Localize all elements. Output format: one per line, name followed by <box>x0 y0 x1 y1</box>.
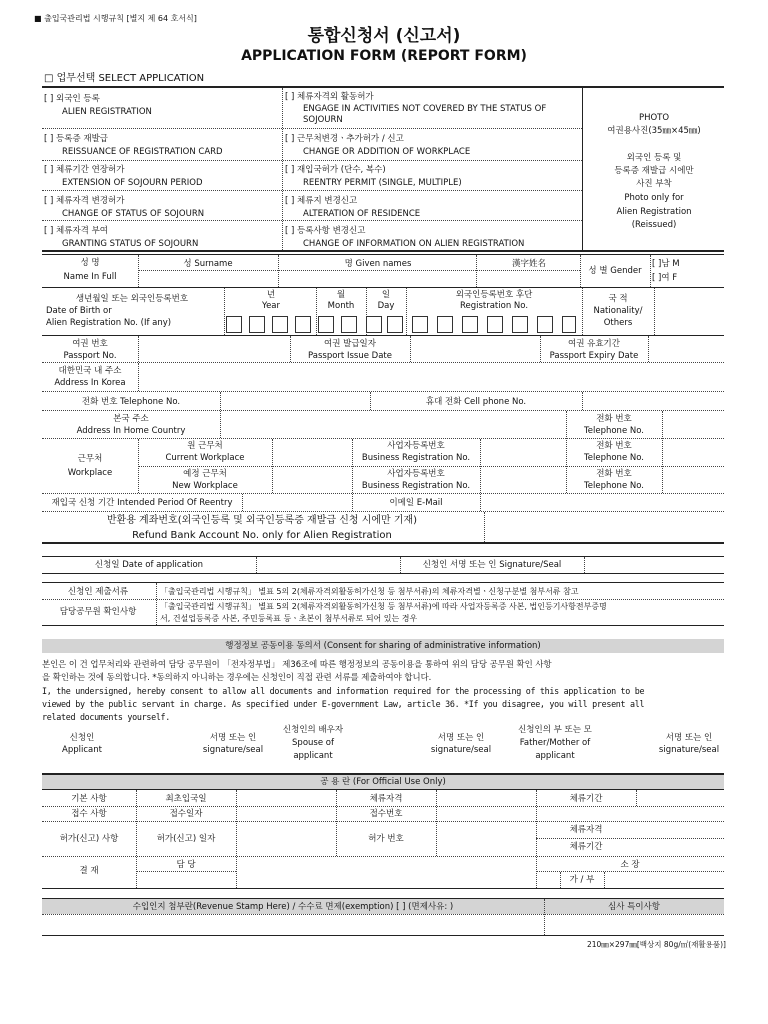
dob-digit-box[interactable] <box>226 316 242 333</box>
year-label: Year <box>262 301 280 311</box>
reentry-period-label: 재입국 신청 기간 Intended Period Of Reentry <box>51 498 233 508</box>
official-status-label: 체류자격 <box>369 794 403 804</box>
submit-docs-label: 신청인 제출서류 <box>67 587 129 597</box>
basic-info-label: 기본 사항 <box>71 794 107 804</box>
dob-digit-box[interactable] <box>272 316 288 333</box>
dob-digit-box[interactable] <box>341 316 357 333</box>
submit-docs-text: 「출입국관리법 시행규칙」 별표 5의 2(체류자격외활동허가신청 등 첨부서류)의 체류자격별ㆍ신청구분별 첨부서류 참고 <box>160 587 579 596</box>
permit-info-label: 허가(신고) 사항 <box>59 834 119 844</box>
dob-digit-box[interactable] <box>295 316 311 333</box>
surname-label: 성 Surname <box>183 259 233 269</box>
name-surname-input[interactable] <box>139 271 277 285</box>
passport-issue-label: Passport Issue Date <box>308 351 392 361</box>
dob-digit-box[interactable] <box>366 316 382 333</box>
gender-female-option[interactable]: [ ]여 F <box>652 273 678 283</box>
business-reg-label: Business Registration No. <box>361 453 471 463</box>
passport-no-label: Passport No. <box>63 351 117 361</box>
hanja-name-label: 漢字姓名 <box>511 259 546 269</box>
consent-applicant-label: Applicant <box>62 745 102 755</box>
official-check-text2: 서, 건설업등록증 사본, 주민등록표 등ㆍ초본이 첨부서류로 되어 있는 경우 <box>160 614 418 623</box>
approve-reject-label: 가 / 부 <box>569 875 595 885</box>
consent-parent-label: Father/Mother of <box>519 738 591 748</box>
refund-label-en: Refund Bank Account No. only for Alien Registration <box>132 530 392 541</box>
staff-label: 담 당 <box>176 860 196 870</box>
parent-signature-field[interactable]: signature/seal <box>658 745 720 755</box>
regno-digit-box[interactable] <box>512 316 528 333</box>
gender-male-option[interactable]: [ ]남 M <box>652 259 680 269</box>
nationality-label: Nationality/ <box>593 306 643 316</box>
dob-label-ko: 생년월일 또는 외국인등록번호 <box>75 294 189 304</box>
permit-date-label: 허가(신고) 일자 <box>156 834 216 844</box>
home-address-label: Address In Home Country <box>76 426 186 436</box>
telephone-label: 전화 번호 Telephone No. <box>81 397 181 407</box>
select-top-rule <box>42 86 582 88</box>
new-work-telephone-label: Telephone No. <box>584 481 644 491</box>
option-label-ko: [ ] 외국인 등록 <box>44 94 100 104</box>
application-date-label: 신청일 Date of application <box>94 560 204 570</box>
form-code: ■ 출입국관리법 시행규칙 [별지 제 64 호서식] <box>34 14 197 23</box>
dob-label-en1: Date of Birth or <box>46 306 112 316</box>
dob-digit-box[interactable] <box>318 316 334 333</box>
select-application-label: □ 업무선택 SELECT APPLICATION <box>44 73 205 84</box>
refund-label-ko: 반환용 계좌번호(외국인등록 및 외국인등록증 재발급 신청 시에만 기재) <box>106 515 418 526</box>
consent-text-en1: I, the undersigned, hereby consent to allow all documents and information required for the processing of this application to be <box>42 686 645 696</box>
title-english: APPLICATION FORM (REPORT FORM) <box>241 48 527 64</box>
permit-no-label: 허가 번호 <box>368 834 404 844</box>
consent-spouse-label: Spouse of <box>292 738 334 748</box>
gender-label: 성 별 Gender <box>588 266 642 276</box>
permit-status-label: 체류자격 <box>569 825 603 835</box>
official-check-label: 담당공무원 확인사항 <box>59 607 137 617</box>
signature-label: 신청인 서명 또는 인 Signature/Seal <box>422 560 562 570</box>
paper-spec-footer: 210㎜×297㎜[백상지 80g/㎡(재활용품)] <box>586 940 726 949</box>
regno-digit-box[interactable] <box>412 316 428 333</box>
official-check-text1: 「출입국관리법 시행규칙」 별표 5의 2(체류자격외활동허가신청 등 첨부서류)에 따라 사업자등록증 사본, 법인등기사항전부증명 <box>160 602 607 611</box>
workplace-label: Workplace <box>67 468 113 478</box>
revenue-stamp-label: 수입인지 첨부란(Revenue Stamp Here) / 수수료 면제(exemption) [ ] (면제사유: ) <box>132 902 454 912</box>
review-notes-label: 심사 특이사항 <box>608 902 660 912</box>
regno-digit-box[interactable] <box>462 316 478 333</box>
permit-period-label: 체류기간 <box>569 842 603 852</box>
option-label-en: ALIEN REGISTRATION <box>62 107 152 117</box>
spouse-signature-field[interactable]: signature/seal <box>430 745 492 755</box>
receipt-no-label: 접수번호 <box>369 809 403 819</box>
given-names-label: 명 Given names <box>344 259 412 269</box>
registration-no-label: Registration No. <box>459 301 529 311</box>
consent-text-en2: viewed by the public servant in charge. As specified under E-government Law, article 36. *If you disagree, you will present all <box>42 699 645 709</box>
regno-digit-box[interactable] <box>562 316 576 333</box>
passport-expiry-label: Passport Expiry Date <box>549 351 639 361</box>
email-label: 이메일 E-Mail <box>389 498 443 508</box>
consent-text-ko2: 을 확인하는 것에 동의합니다. *동의하지 아니하는 경우에는 신청인이 직접 관련 서류를 제출하여야 합니다. <box>42 672 432 682</box>
consent-header: 행정정보 공동이용 동의서 (Consent for sharing of administrative information) <box>225 641 541 651</box>
month-label: Month <box>327 301 355 311</box>
chief-label: 소 장 <box>620 860 640 870</box>
address-korea-label: Address In Korea <box>54 378 126 388</box>
official-use-header: 공 용 란 (For Official Use Only) <box>320 777 446 787</box>
applicant-signature-field[interactable]: signature/seal <box>202 745 264 755</box>
consent-text-ko1: 본인은 이 건 업무처리와 관련하여 담당 공무원이 「전자정부법」 제36조에 따른 행정정보의 공동이용을 통하여 위의 담당 공무원 확인 사항 <box>42 659 552 669</box>
decision-label: 결 재 <box>79 866 99 876</box>
receipt-info-label: 접수 사항 <box>71 809 107 819</box>
title-korean: 통합신청서 (신고서) <box>307 26 461 46</box>
new-workplace-label: New Workplace <box>172 481 238 491</box>
regno-digit-box[interactable] <box>437 316 453 333</box>
regno-digit-box[interactable] <box>537 316 553 333</box>
current-workplace-label: Current Workplace <box>165 453 245 463</box>
consent-text-en3: related documents yourself. <box>42 712 171 722</box>
receipt-date-label: 접수일자 <box>169 809 203 819</box>
official-period-label: 체류기간 <box>569 794 603 804</box>
current-work-telephone-label: Telephone No. <box>584 453 644 463</box>
cellphone-label: 휴대 전화 Cell phone No. <box>425 397 527 407</box>
day-label: Day <box>377 301 395 311</box>
name-label-en: Name In Full <box>63 272 117 282</box>
dob-label-en2: Alien Registration No. (If any) <box>46 318 172 328</box>
regno-digit-box[interactable] <box>487 316 503 333</box>
name-label-ko: 성 명 <box>80 258 100 268</box>
home-telephone-label: Telephone No. <box>584 426 644 436</box>
first-entry-label: 최초입국일 <box>165 794 207 804</box>
dob-digit-box[interactable] <box>249 316 265 333</box>
dob-digit-box[interactable] <box>387 316 403 333</box>
